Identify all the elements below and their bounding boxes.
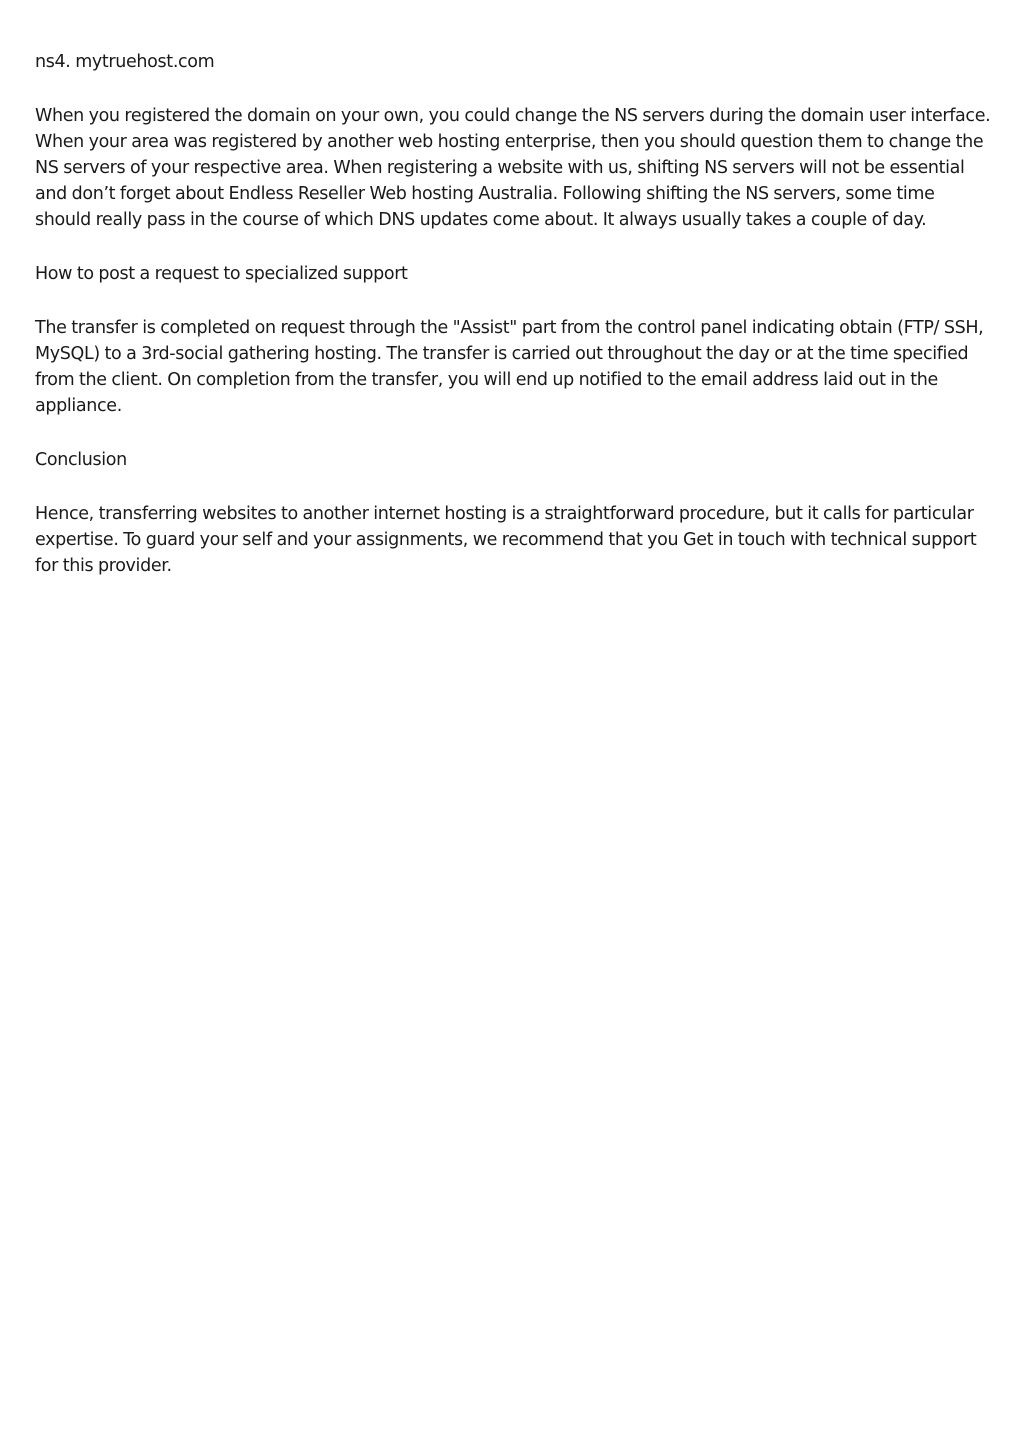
paragraph-ns-servers: When you registered the domain on your own, you could change the NS servers during the domain user interface. When your area was registered by another web hosting enterprise, then you should question them to change the NS servers of your respective area. When registering a website with us, shifting NS servers will not be essential and don’t forget about Endless Reseller Web hosting Australia. Following shifting the NS servers, some time should really pass in the course of which DNS updates come about. It always usually takes a couple of day.: [35, 106, 991, 230]
heading-conclusion: Conclusion: [35, 450, 127, 470]
paragraph-transfer: The transfer is completed on request through the "Assist" part from the control panel indicating obtain (FTP/ SSH, MySQL) to a 3rd-social gathering hosting. The transfer is carried out throughout the day or at the time specified from the client. On completion from the transfer, you will end up notified to the email address laid out in the appliance.: [35, 318, 984, 416]
paragraph-conclusion: Hence, transferring websites to another internet hosting is a straightforward procedure, but it calls for particular expertise. To guard your self and your assignments, we recommend that you Get in touch with technical support for this provider.: [35, 504, 977, 576]
document-body: [35, 49, 995, 607]
heading-support-request: How to post a request to specialized support: [35, 264, 408, 284]
nameserver-line: ns4. mytruehost.com: [35, 52, 215, 72]
